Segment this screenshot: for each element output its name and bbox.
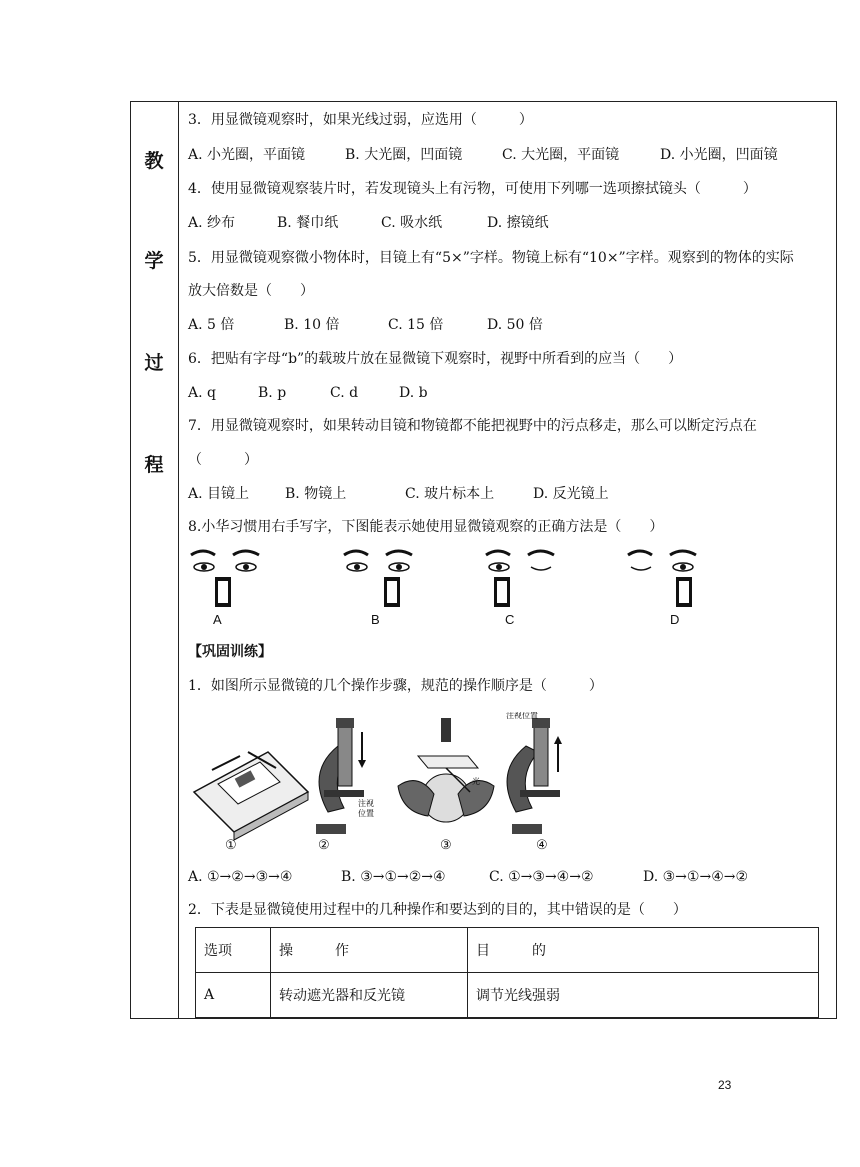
c1-option-d: D. ③→①→④→② <box>643 869 749 885</box>
c1-figure-label-3: ③ <box>440 837 452 852</box>
q7-option-d: D. 反光镜上 <box>533 486 609 502</box>
q7-stem-line2: （ ） <box>188 452 258 468</box>
q6-stem: 6．把贴有字母“b”的载玻片放在显微镜下观察时，视野中所看到的应当（ ） <box>188 351 683 367</box>
q4-option-b: B. 餐巾纸 <box>277 215 339 231</box>
q4-option-a: A. 纱布 <box>188 215 236 231</box>
step-4-microscope-icon <box>506 712 562 834</box>
step-1-slide-icon <box>194 752 308 840</box>
table-cell-operation: 转动遮光器和反光镜 <box>271 973 468 1018</box>
q7-stem-line1: 7．用显微镜观察时，如果转动目镜和物镜都不能把视野中的污点移走，那么可以断定污点在 <box>188 418 757 434</box>
c1-figure-label-4: ④ <box>536 837 548 852</box>
side-label-char-3: 过 <box>144 352 164 374</box>
q3-stem: 3．用显微镜观察时，如果光线过弱，应选用（ ） <box>188 112 533 128</box>
side-label-char-1: 教 <box>144 150 164 172</box>
q3-option-d: D. 小光圈，凹面镜 <box>660 147 778 163</box>
q3-option-b: B. 大光圈，凹面镜 <box>345 147 463 163</box>
column-divider <box>178 101 179 1019</box>
table-header-operation: 操 作 <box>271 928 468 973</box>
q5-option-c: C. 15 倍 <box>388 317 444 333</box>
q4-option-d: D. 擦镜纸 <box>487 215 549 231</box>
svg-text:注视位置: 注视位置 <box>506 712 538 720</box>
microscope-steps-figure <box>188 712 578 852</box>
step-3-mirror-icon <box>398 718 494 822</box>
table-header-row <box>196 928 819 973</box>
step-2-microscope-icon <box>316 718 374 834</box>
eye-figure-b <box>340 545 420 615</box>
q3-option-a: A. 小光圈，平面镜 <box>188 147 306 163</box>
page-number: 23 <box>718 1078 732 1092</box>
table-header-option: 选项 <box>196 928 271 973</box>
c1-option-b: B. ③→①→②→④ <box>341 869 446 885</box>
q8-label-a: A <box>213 612 222 627</box>
c2-stem: 2．下表是显微镜使用过程中的几种操作和要达到的目的，其中错误的是（ ） <box>188 902 687 918</box>
c1-option-a: A. ①→②→③→④ <box>188 869 293 885</box>
q5-option-d: D. 50 倍 <box>487 317 543 333</box>
q6-option-c: C. d <box>330 385 359 401</box>
q3-option-c: C. 大光圈，平面镜 <box>502 147 620 163</box>
q5-option-a: A. 5 倍 <box>188 317 235 333</box>
c1-stem: 1．如图所示显微镜的几个操作步骤，规范的操作顺序是（ ） <box>188 678 603 694</box>
q5-stem-line1: 5．用显微镜观察微小物体时，目镜上有“5×”字样。物镜上标有“10×”字样。观察到的物体的实际 <box>188 250 794 266</box>
eye-figure-a <box>187 545 267 615</box>
q4-stem: 4．使用显微镜观察装片时，若发现镜头上有污物，可使用下列哪一选项擦拭镜头（ ） <box>188 181 757 197</box>
table-cell-option: A <box>196 973 271 1018</box>
c1-option-c: C. ①→③→④→② <box>489 869 594 885</box>
side-label-char-2: 学 <box>144 250 164 272</box>
svg-text:光: 光 <box>472 777 480 786</box>
svg-text:位置: 位置 <box>358 809 374 818</box>
q8-label-d: D <box>670 612 680 627</box>
side-label-char-4: 程 <box>144 454 164 476</box>
eye-figure-c <box>482 545 562 615</box>
q7-option-b: B. 物镜上 <box>285 486 347 502</box>
q6-option-b: B. p <box>258 385 287 401</box>
q5-option-b: B. 10 倍 <box>284 317 340 333</box>
table-header-purpose: 目 的 <box>468 928 819 973</box>
c1-figure-label-2: ② <box>318 837 330 852</box>
c1-figure-label-1: ① <box>225 837 237 852</box>
table-cell-purpose: 调节光线强弱 <box>468 973 819 1018</box>
q4-option-c: C. 吸水纸 <box>381 215 443 231</box>
q8-label-b: B <box>371 612 380 627</box>
section-title: 【巩固训练】 <box>188 644 272 660</box>
q7-option-a: A. 目镜上 <box>188 486 250 502</box>
q8-label-c: C <box>505 612 515 627</box>
q6-option-d: D. b <box>399 385 428 401</box>
svg-text:注视: 注视 <box>358 799 374 808</box>
table-row <box>196 973 819 1018</box>
q6-option-a: A. q <box>188 385 216 401</box>
eye-figure-d <box>624 545 704 615</box>
q8-stem: 8.小华习惯用右手写字，下图能表示她使用显微镜观察的正确方法是（ ） <box>188 519 664 535</box>
q5-stem-line2: 放大倍数是（ ） <box>188 283 314 299</box>
q7-option-c: C. 玻片标本上 <box>405 486 495 502</box>
operations-table <box>195 927 819 1018</box>
